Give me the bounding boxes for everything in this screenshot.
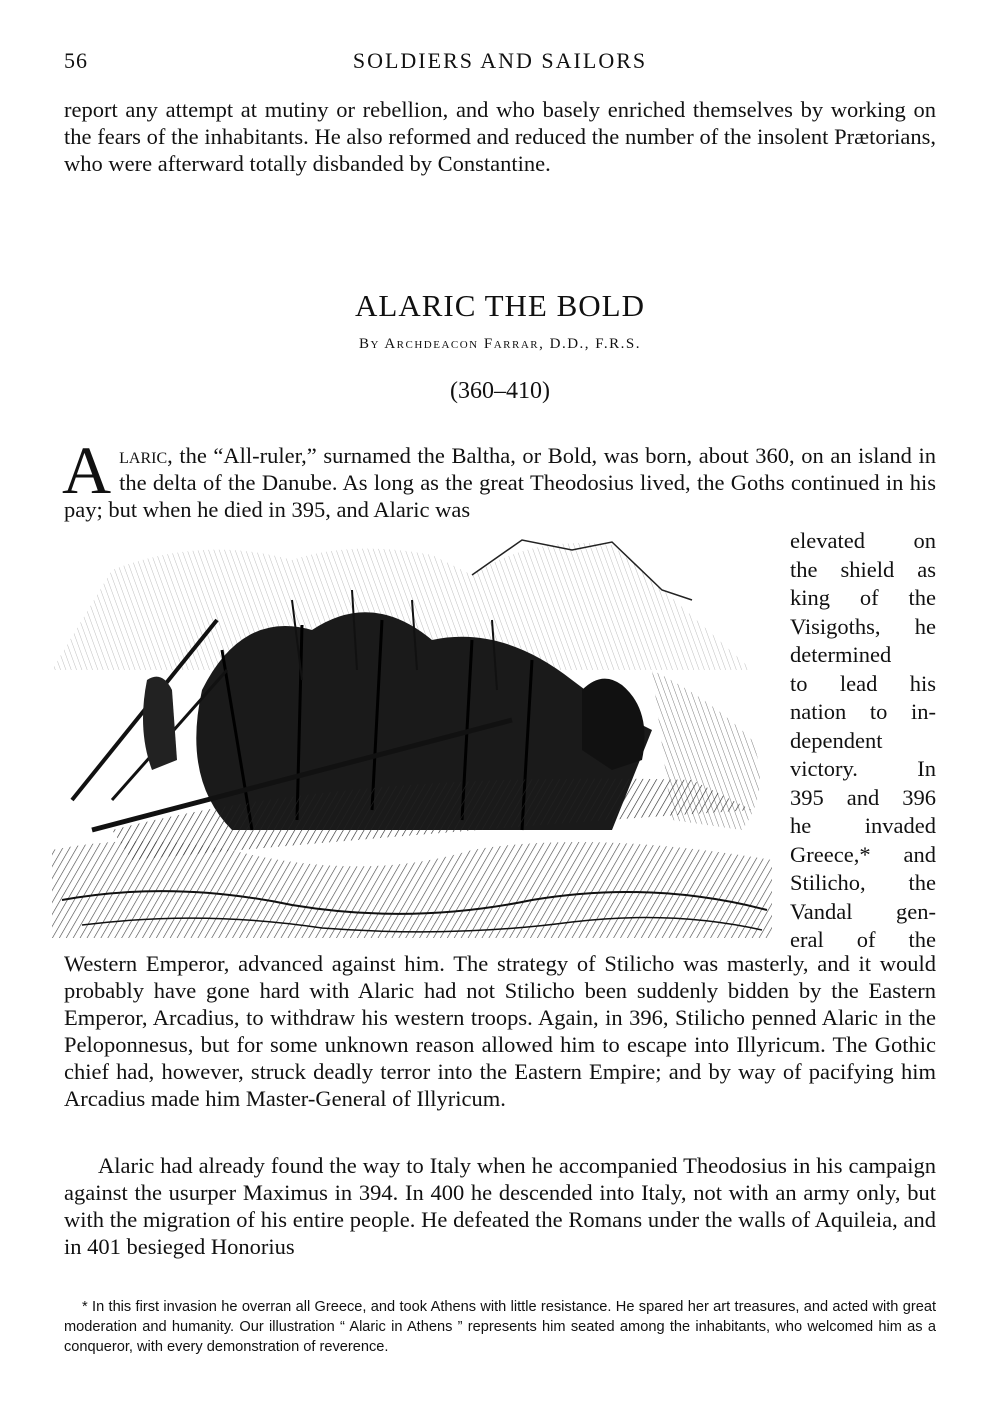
page-number: 56: [64, 48, 88, 73]
side-line: king of the: [790, 585, 936, 610]
article-dates: (360–410): [450, 378, 550, 404]
side-line: nation to in-: [790, 699, 936, 724]
illustration-engraving: [52, 530, 774, 938]
side-line: Visigoths, he: [790, 613, 936, 639]
side-line: determined: [790, 642, 892, 667]
side-line: 395 and 396: [790, 784, 936, 810]
intro-paragraph: [62, 432, 936, 523]
paragraph-second: Alaric had already found the way to Italy when he accompanied Theodosius in his campaign against the usurper Maximus in 394. In 400 he descended into Italy, not with an army only, but with the migration of his entire people. He defeated the Romans under the walls of Aquileia, and in 401 besieged Honorius: [64, 1153, 936, 1259]
side-line: Greece,* and: [790, 841, 936, 867]
side-line: he invaded: [790, 813, 936, 838]
text-beside-illustration: [790, 527, 936, 955]
side-line: Stilicho, the: [790, 870, 936, 895]
side-line: to lead his: [790, 670, 936, 696]
side-line: the shield as: [790, 556, 936, 582]
side-line: eral of the: [790, 927, 936, 952]
article-title: ALARIC THE BOLD: [355, 288, 645, 323]
intro-text: , the “All-ruler,” surnamed the Baltha, or Bold, was born, about 360, on an island in the delta of the Danube. As long as the great Theodosius lived, the Goths continued in his pay; but when he died in 395, and Alaric was: [64, 443, 936, 522]
running-title: SOLDIERS AND SAILORS: [352, 48, 648, 73]
paragraph-after-illustration: Western Emperor, advanced against him. The strategy of Stilicho was masterly, and it would probably have gone hard with Alaric had not Stilicho been suddenly bidden by the Eastern Emperor, Arcadius, to withdraw his western troops. Again, in 396, Stilicho penned Alaric in the Peloponnesus, but for some unknown reason allowed him to escape into Illyricum. The Gothic chief had, however, struck deadly terror into the Eastern Empire; and by way of pacifying him Arcadius made him Master-General of Illyricum.: [64, 951, 936, 1111]
paragraph-continued: report any attempt at mutiny or rebellion, and who basely enriched themselves by working on the fears of the inhabitants. He also reformed and reduced the number of the insolent Prætorians, who were afterward totally disbanded by Constantine.: [64, 97, 936, 176]
first-word: laric: [119, 443, 168, 468]
side-line: victory. In: [790, 756, 936, 781]
side-line: elevated on: [790, 528, 936, 553]
footnote: * In this first invasion he overran all Greece, and took Athens with little resistance. He spared her art treasures, and acted with great moderation and humanity. Our illustration “ Alaric in Athens ” represents him seated among the inhabitants, who welcomed him as a conqueror, with every demonstration of reverence.: [64, 1298, 936, 1355]
drop-cap: A: [62, 432, 112, 508]
page-header: [64, 48, 936, 78]
side-line: Vandal gen-: [790, 898, 936, 924]
side-line: dependent: [790, 727, 883, 753]
article-byline: By Archdeacon Farrar, D.D., F.R.S.: [358, 336, 642, 352]
